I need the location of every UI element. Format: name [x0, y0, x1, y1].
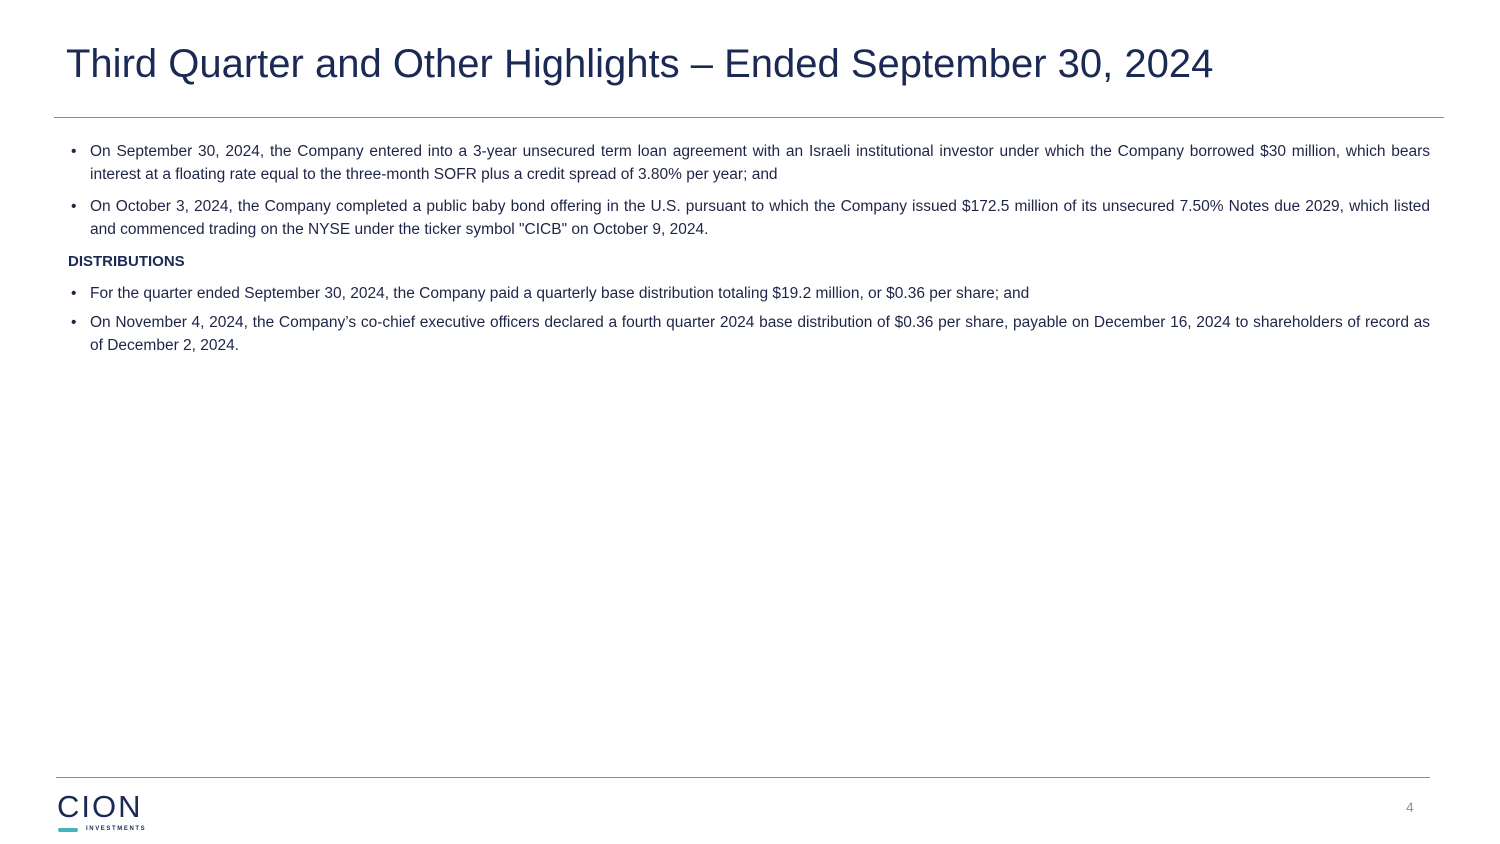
- distributions-list: [68, 282, 1430, 357]
- distribution-item: • On November 4, 2024, the Company’s co-chief executive officers declared a fourth quarter 2024 base distribution of $0.36 per share, payable on December 16, 2024 to shareholders of record as of December 2, 2024.: [68, 311, 1430, 357]
- logo-subtext: INVESTMENTS: [86, 826, 147, 832]
- slide-title: Third Quarter and Other Highlights – Ended September 30, 2024: [66, 42, 1214, 86]
- highlights-list: [68, 140, 1430, 241]
- title-divider: [54, 117, 1444, 118]
- cion-logo: [57, 789, 157, 835]
- highlight-item: • On October 3, 2024, the Company completed a public baby bond offering in the U.S. pursuant to which the Company issued $172.5 million of its unsecured 7.50% Notes due 2029, which listed and commenced trading on the NYSE under the ticker symbol "CICB" on October 9, 2024.: [68, 195, 1430, 241]
- page-number: 4: [1406, 799, 1414, 815]
- logo-accent-bar: [58, 828, 78, 832]
- logo-wordmark: CION: [57, 789, 143, 824]
- distribution-item: • For the quarter ended September 30, 2024, the Company paid a quarterly base distribution totaling $19.2 million, or $0.36 per share; and: [68, 282, 1430, 305]
- footer-divider: [56, 777, 1430, 778]
- highlight-item: • On September 30, 2024, the Company entered into a 3-year unsecured term loan agreement with an Israeli institutional investor under which the Company borrowed $30 million, which bears interest at a floating rate equal to the three-month SOFR plus a credit spread of 3.80% per year; and: [68, 140, 1430, 186]
- slide-content: [68, 140, 1430, 363]
- distributions-heading: DISTRIBUTIONS: [68, 253, 185, 270]
